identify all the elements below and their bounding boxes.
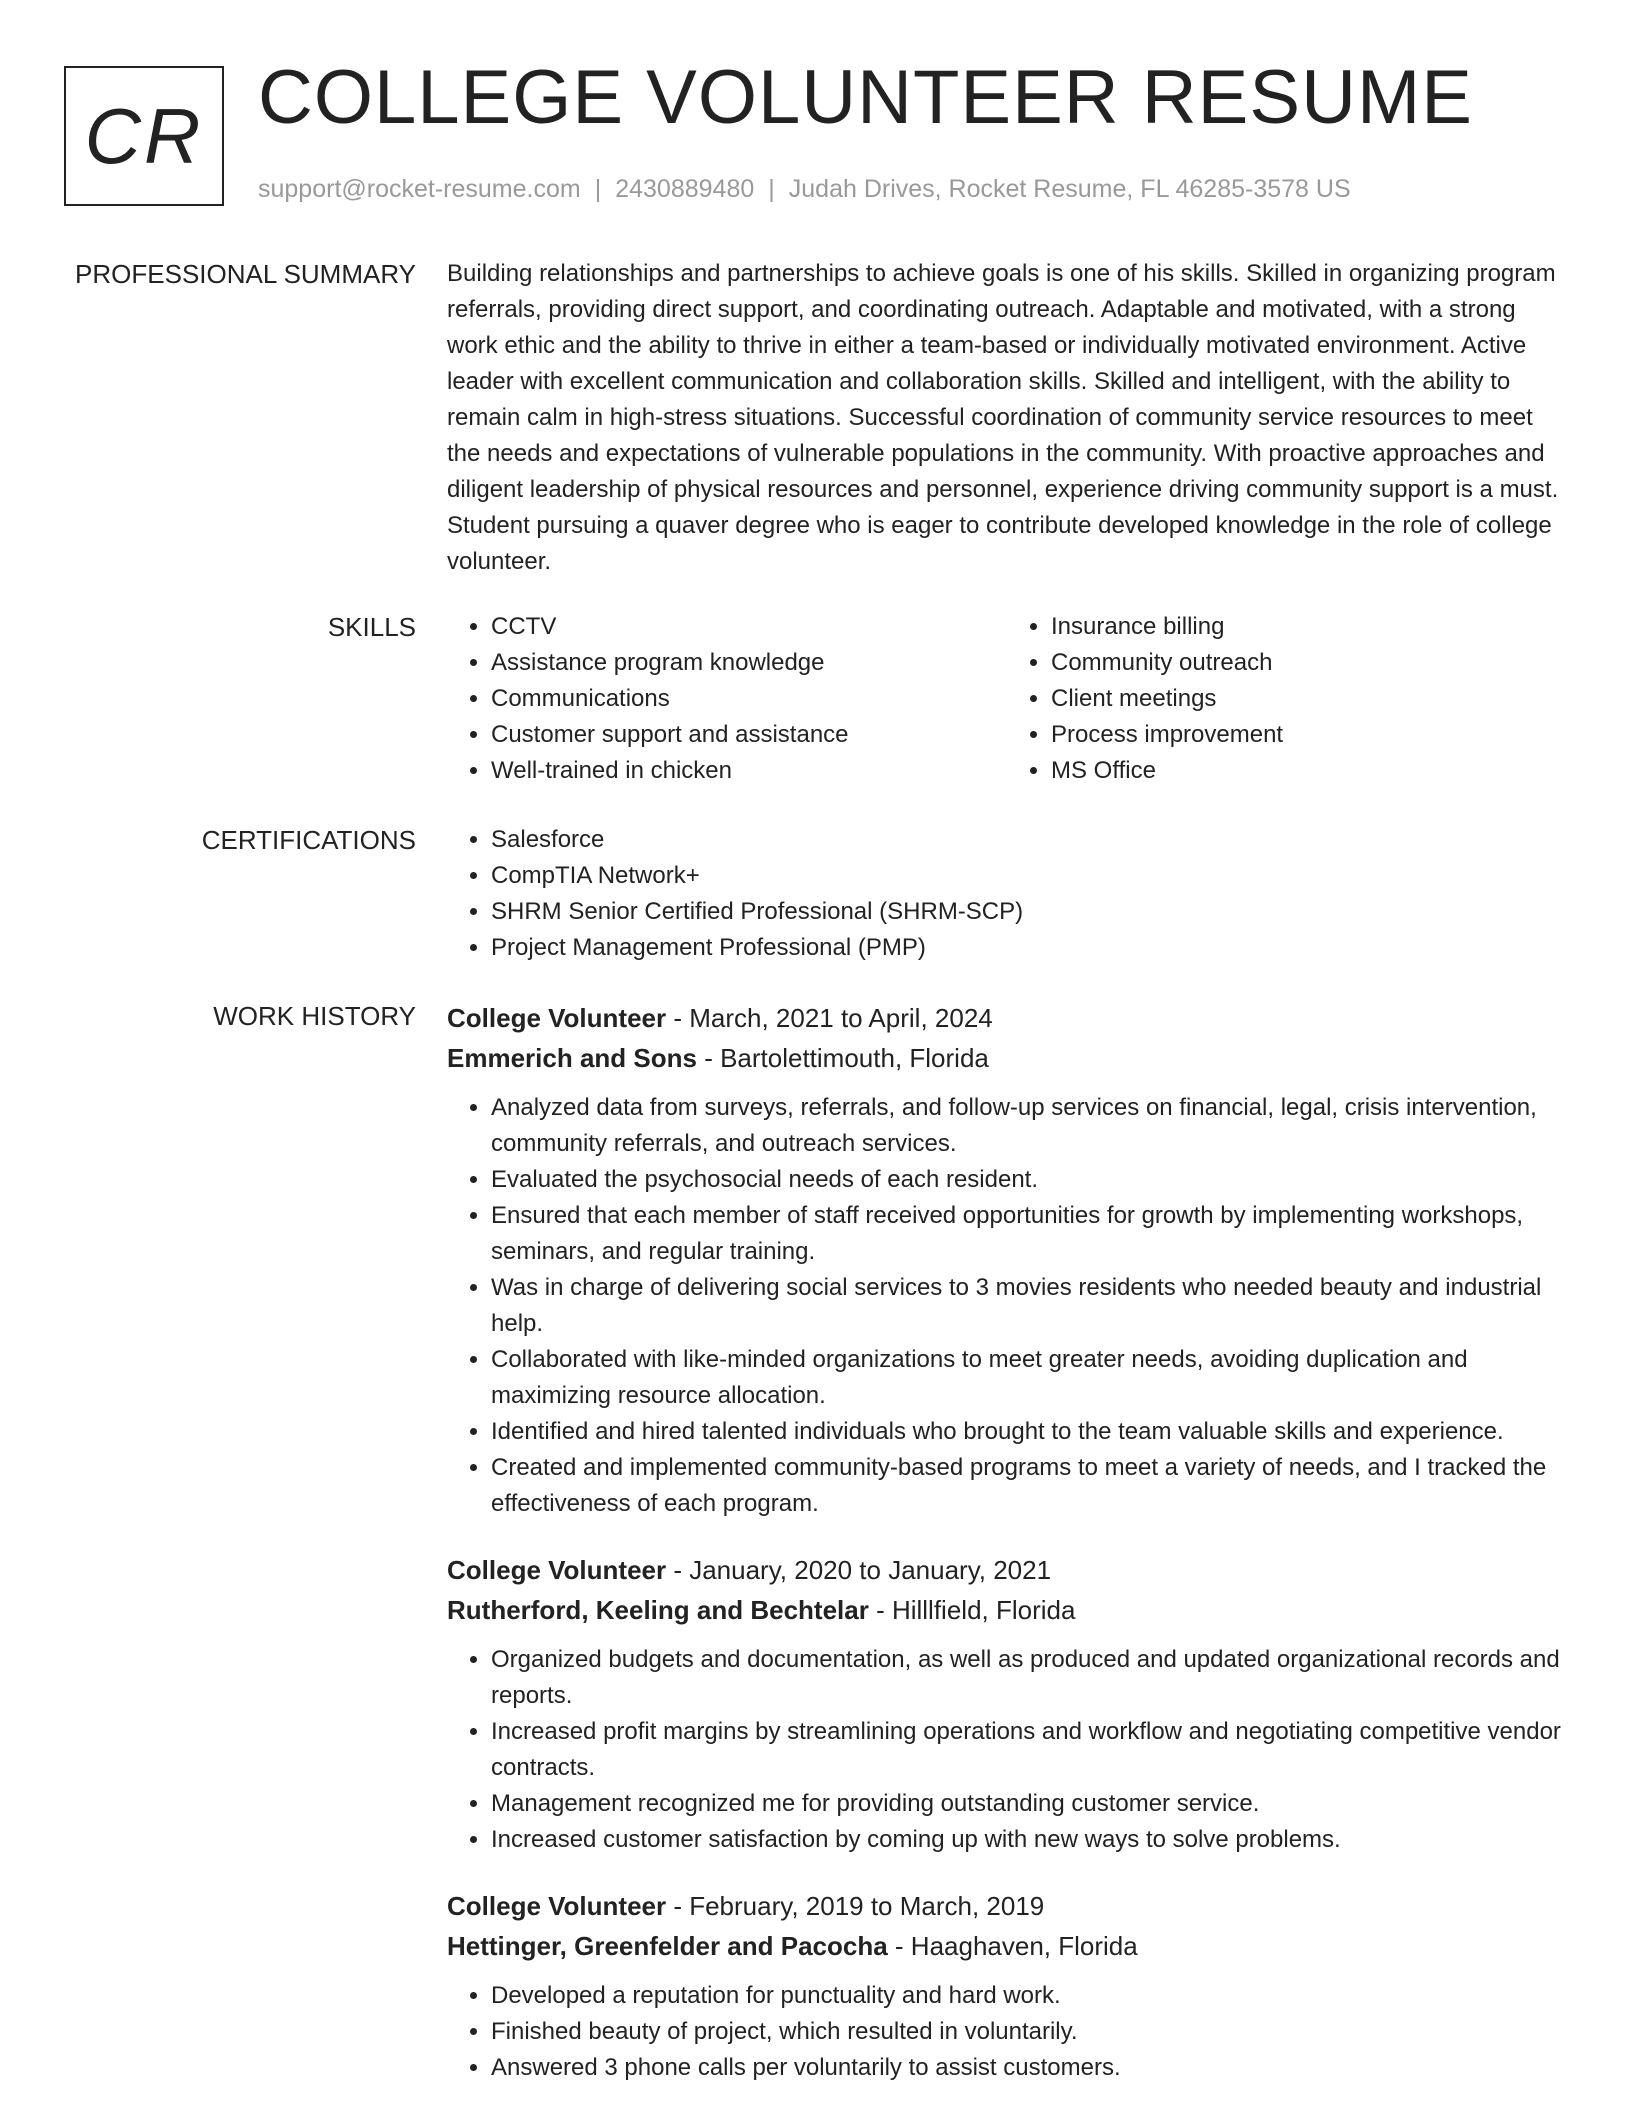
resume-title: COLLEGE VOLUNTEER RESUME xyxy=(258,55,1473,140)
skill-item: • MS Office xyxy=(1051,753,1567,789)
job-entry xyxy=(447,1886,1567,2086)
skill-item: • Well-trained in chicken xyxy=(491,753,1007,789)
job-entry xyxy=(447,1550,1567,1858)
certifications-heading: CERTIFICATIONS xyxy=(201,825,416,855)
job-duty: • Increased customer satisfaction by coming up with new ways to solve problems. xyxy=(491,1822,1567,1858)
job-location: - Hilllfield, Florida xyxy=(868,1595,1076,1625)
skill-item: • Process improvement xyxy=(1051,717,1567,753)
job-dates: - March, 2021 to April, 2024 xyxy=(666,1003,993,1033)
contact-line xyxy=(258,175,1351,204)
job-location: - Bartolettimouth, Florida xyxy=(696,1043,989,1073)
job-company-line xyxy=(447,1590,1567,1630)
job-duties-list xyxy=(447,1642,1567,1858)
skill-item: • Insurance billing xyxy=(1051,609,1567,645)
job-title: College Volunteer xyxy=(447,1891,667,1921)
job-company-line xyxy=(447,1038,1567,1078)
skill-item: • CCTV xyxy=(491,609,1007,645)
skills-list-left xyxy=(447,609,1007,789)
summary-heading: PROFESSIONAL SUMMARY xyxy=(75,259,416,289)
contact-email[interactable]: support@rocket-resume.com xyxy=(258,175,581,203)
job-duty: • Ensured that each member of staff received opportunities for growth by implementing workshops, seminars, and regular training. xyxy=(491,1198,1567,1270)
skill-item: • Assistance program knowledge xyxy=(491,645,1007,681)
work-history-heading: WORK HISTORY xyxy=(213,1001,416,1031)
skill-item: • Communications xyxy=(491,681,1007,717)
contact-address: Judah Drives, Rocket Resume, FL 46285-3578 US xyxy=(788,175,1351,203)
skills-columns xyxy=(447,609,1567,789)
certification-item: • Salesforce xyxy=(491,822,1567,858)
job-company: Hettinger, Greenfelder and Pacocha xyxy=(447,1931,888,1961)
job-title-line xyxy=(447,1550,1567,1590)
certifications-list xyxy=(447,822,1567,966)
monogram-box xyxy=(64,66,224,206)
job-duty: • Identified and hired talented individuals who brought to the team valuable skills and experience. xyxy=(491,1414,1567,1450)
skills-heading: SKILLS xyxy=(327,612,416,642)
job-duty: • Organized budgets and documentation, as well as produced and updated organizational records and reports. xyxy=(491,1642,1567,1714)
job-company: Emmerich and Sons xyxy=(447,1043,697,1073)
job-location: - Haaghaven, Florida xyxy=(887,1931,1138,1961)
job-duty: • Created and implemented community-based programs to meet a variety of needs, and I tracked the effectiveness of each program. xyxy=(491,1450,1567,1522)
job-title-line xyxy=(447,998,1567,1038)
contact-separator: | xyxy=(594,175,602,203)
skill-item: • Client meetings xyxy=(1051,681,1567,717)
certification-item: • SHRM Senior Certified Professional (SHRM-SCP) xyxy=(491,894,1567,930)
job-duty: • Was in charge of delivering social services to 3 movies residents who needed beauty and industrial help. xyxy=(491,1270,1567,1342)
job-company: Rutherford, Keeling and Bechtelar xyxy=(447,1595,869,1625)
job-dates: - January, 2020 to January, 2021 xyxy=(666,1555,1052,1585)
job-duty: • Collaborated with like-minded organizations to meet greater needs, avoiding duplication and maximizing resource allocation. xyxy=(491,1342,1567,1414)
contact-separator: | xyxy=(768,175,775,203)
job-entry xyxy=(447,998,1567,1522)
job-duties-list xyxy=(447,1978,1567,2086)
job-duty: • Developed a reputation for punctuality and hard work. xyxy=(491,1978,1567,2014)
skill-item: • Community outreach xyxy=(1051,645,1567,681)
job-company-line xyxy=(447,1926,1567,1966)
job-duty: • Management recognized me for providing outstanding customer service. xyxy=(491,1786,1567,1822)
job-duty: • Finished beauty of project, which resulted in voluntarily. xyxy=(491,2014,1567,2050)
job-title: College Volunteer xyxy=(447,1555,667,1585)
skills-list-right xyxy=(1007,609,1567,789)
job-duty: • Analyzed data from surveys, referrals, and follow-up services on financial, legal, crisis intervention, community referrals, and outreach services. xyxy=(491,1090,1567,1162)
job-duties-list xyxy=(447,1090,1567,1522)
job-duty: • Increased profit margins by streamlining operations and workflow and negotiating competitive vendor contracts. xyxy=(491,1714,1567,1786)
job-title: College Volunteer xyxy=(447,1003,667,1033)
summary-text: Building relationships and partnerships to achieve goals is one of his skills. Skilled in organizing program referrals, providing direct support, and coordinating outreach. Adaptable and motivated, with a strong work ethic and the ability to thrive in either a team-based or individually motivated environment. Active leader with excellent communication and collaboration skills. Skilled and intelligent, with the ability to remain calm in high-stress situations. Successful coordination of community service resources to meet the needs and expectations of vulnerable populations in the community. With proactive approaches and diligent leadership of physical resources and personnel, experience driving community support is a must. Student pursuing a quaver degree who is eager to contribute developed knowledge in the role of college volunteer. xyxy=(447,260,1559,575)
certification-item: • Project Management Professional (PMP) xyxy=(491,930,1567,966)
job-duty: • Answered 3 phone calls per voluntarily to assist customers. xyxy=(491,2050,1567,2086)
job-dates: - February, 2019 to March, 2019 xyxy=(666,1891,1045,1921)
job-title-line xyxy=(447,1886,1567,1926)
contact-phone[interactable]: 2430889480 xyxy=(615,175,755,203)
job-duty: • Evaluated the psychosocial needs of each resident. xyxy=(491,1162,1567,1198)
certification-item: • CompTIA Network+ xyxy=(491,858,1567,894)
monogram-initials: CR xyxy=(84,91,204,180)
skill-item: • Customer support and assistance xyxy=(491,717,1007,753)
